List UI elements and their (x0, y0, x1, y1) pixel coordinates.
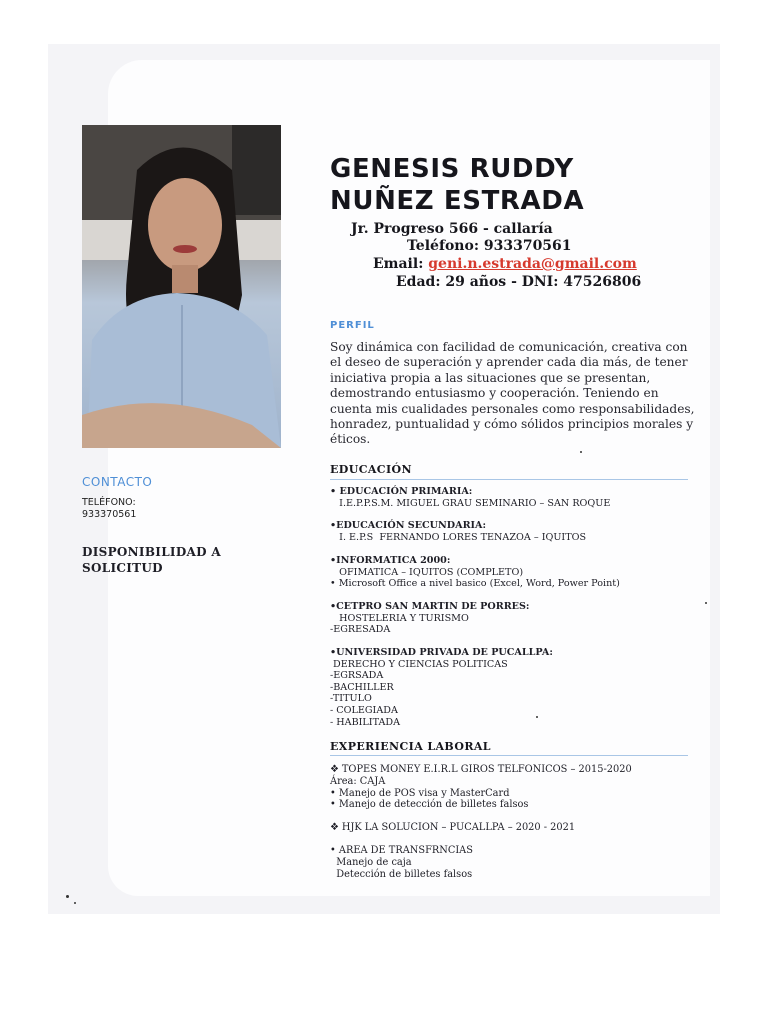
experience-line: • Manejo de POS visa y MasterCard (330, 787, 510, 799)
experience-line: Manejo de caja (330, 856, 412, 868)
experience-heading: EXPERIENCIA LABORAL (330, 740, 491, 753)
education-entry-title: •INFORMATICA 2000: (330, 555, 451, 566)
education-entry-line: HOSTELERIA Y TURISMO (330, 612, 469, 624)
perfil-text: Soy dinámica con facilidad de comunicación, creativa con el deseo de superación y aprender cada dia más, de tener iniciativa propia a las situaciones que se presentan, demostrando entusiasmo y cooperación. Teniendo en cuenta mis cualidades personales como responsabilidades, honradez, puntualidad y cómo sólidos principios morales y éticos. (330, 340, 695, 447)
experience-line: Área: CAJA (330, 775, 386, 787)
education-entry-line: -EGRSADA (330, 670, 384, 682)
scan-speck (74, 902, 76, 904)
scan-speck (536, 716, 538, 718)
education-entry-line: I.E.P.P.S.M. MIGUEL GRAU SEMINARIO – SAN ROQUE (330, 497, 611, 509)
email-label: Email: (373, 256, 424, 272)
experience-line: ❖ HJK LA SOLUCION – PUCALLPA – 2020 - 2021 (330, 822, 576, 833)
education-rule (330, 479, 688, 480)
profile-photo (82, 125, 281, 448)
education-entry (330, 647, 700, 728)
address-line: Jr. Progreso 566 - callaría (351, 221, 553, 237)
education-entry-line: - HABILITADA (330, 716, 401, 728)
education-entry-line: I. E.P.S FERNANDO LORES TENAZOA – IQUITOS (330, 531, 587, 543)
education-entry (330, 520, 700, 543)
experience-entry (330, 822, 700, 834)
experience-line: • Manejo de detección de billetes falsos (330, 799, 529, 811)
education-entry-title: • EDUCACIÓN PRIMARIA: (330, 486, 473, 497)
experience-rule (330, 755, 688, 756)
education-entry (330, 486, 700, 509)
experience-line: Detección de billetes falsos (330, 868, 473, 880)
education-entry-title: •CETPRO SAN MARTIN DE PORRES: (330, 601, 530, 612)
email-line (373, 255, 637, 273)
age-dni-line: Edad: 29 años - DNI: 47526806 (396, 274, 642, 290)
contact-heading: CONTACTO (82, 475, 153, 489)
education-entry-line: -BACHILLER (330, 681, 394, 693)
experience-line: • AREA DE TRANSFRNCIAS (330, 845, 473, 856)
education-heading: EDUCACIÓN (330, 463, 412, 476)
education-entry-line: - COLEGIADA (330, 704, 398, 716)
contact-phone-value: 933370561 (82, 509, 137, 520)
perfil-heading: PERFIL (330, 320, 375, 331)
phone-line: Teléfono: 933370561 (407, 238, 572, 254)
education-entry-line: OFIMATICA – IQUITOS (COMPLETO) (330, 566, 524, 578)
scan-speck (580, 451, 582, 453)
education-entry (330, 601, 700, 636)
scan-speck (705, 602, 707, 604)
scan-speck (66, 895, 69, 898)
education-entry-line: -TITULO (330, 693, 372, 705)
education-entry-line: • Microsoft Office a nivel basico (Excel, Word, Power Point) (330, 578, 620, 590)
availability-text: DISPONIBILIDAD A SOLICITUD (82, 545, 221, 575)
applicant-name: GENESIS RUDDY NUÑEZ ESTRADA (330, 154, 585, 216)
experience-line: ❖ TOPES MONEY E.I.R.L GIROS TELFONICOS – 2015-2020 (330, 764, 632, 775)
education-entry-line: DERECHO Y CIENCIAS POLITICAS (330, 658, 508, 670)
experience-entry (330, 845, 700, 880)
education-entry-line: -EGRESADA (330, 624, 391, 636)
education-entry (330, 555, 700, 590)
education-entry-title: •UNIVERSIDAD PRIVADA DE PUCALLPA: (330, 647, 553, 658)
contact-phone-label: TELÉFONO: (82, 497, 136, 508)
education-entry-title: •EDUCACIÓN SECUNDARIA: (330, 520, 487, 531)
experience-entry (330, 764, 700, 811)
email-link[interactable]: geni.n.estrada@gmail.com (428, 256, 637, 272)
